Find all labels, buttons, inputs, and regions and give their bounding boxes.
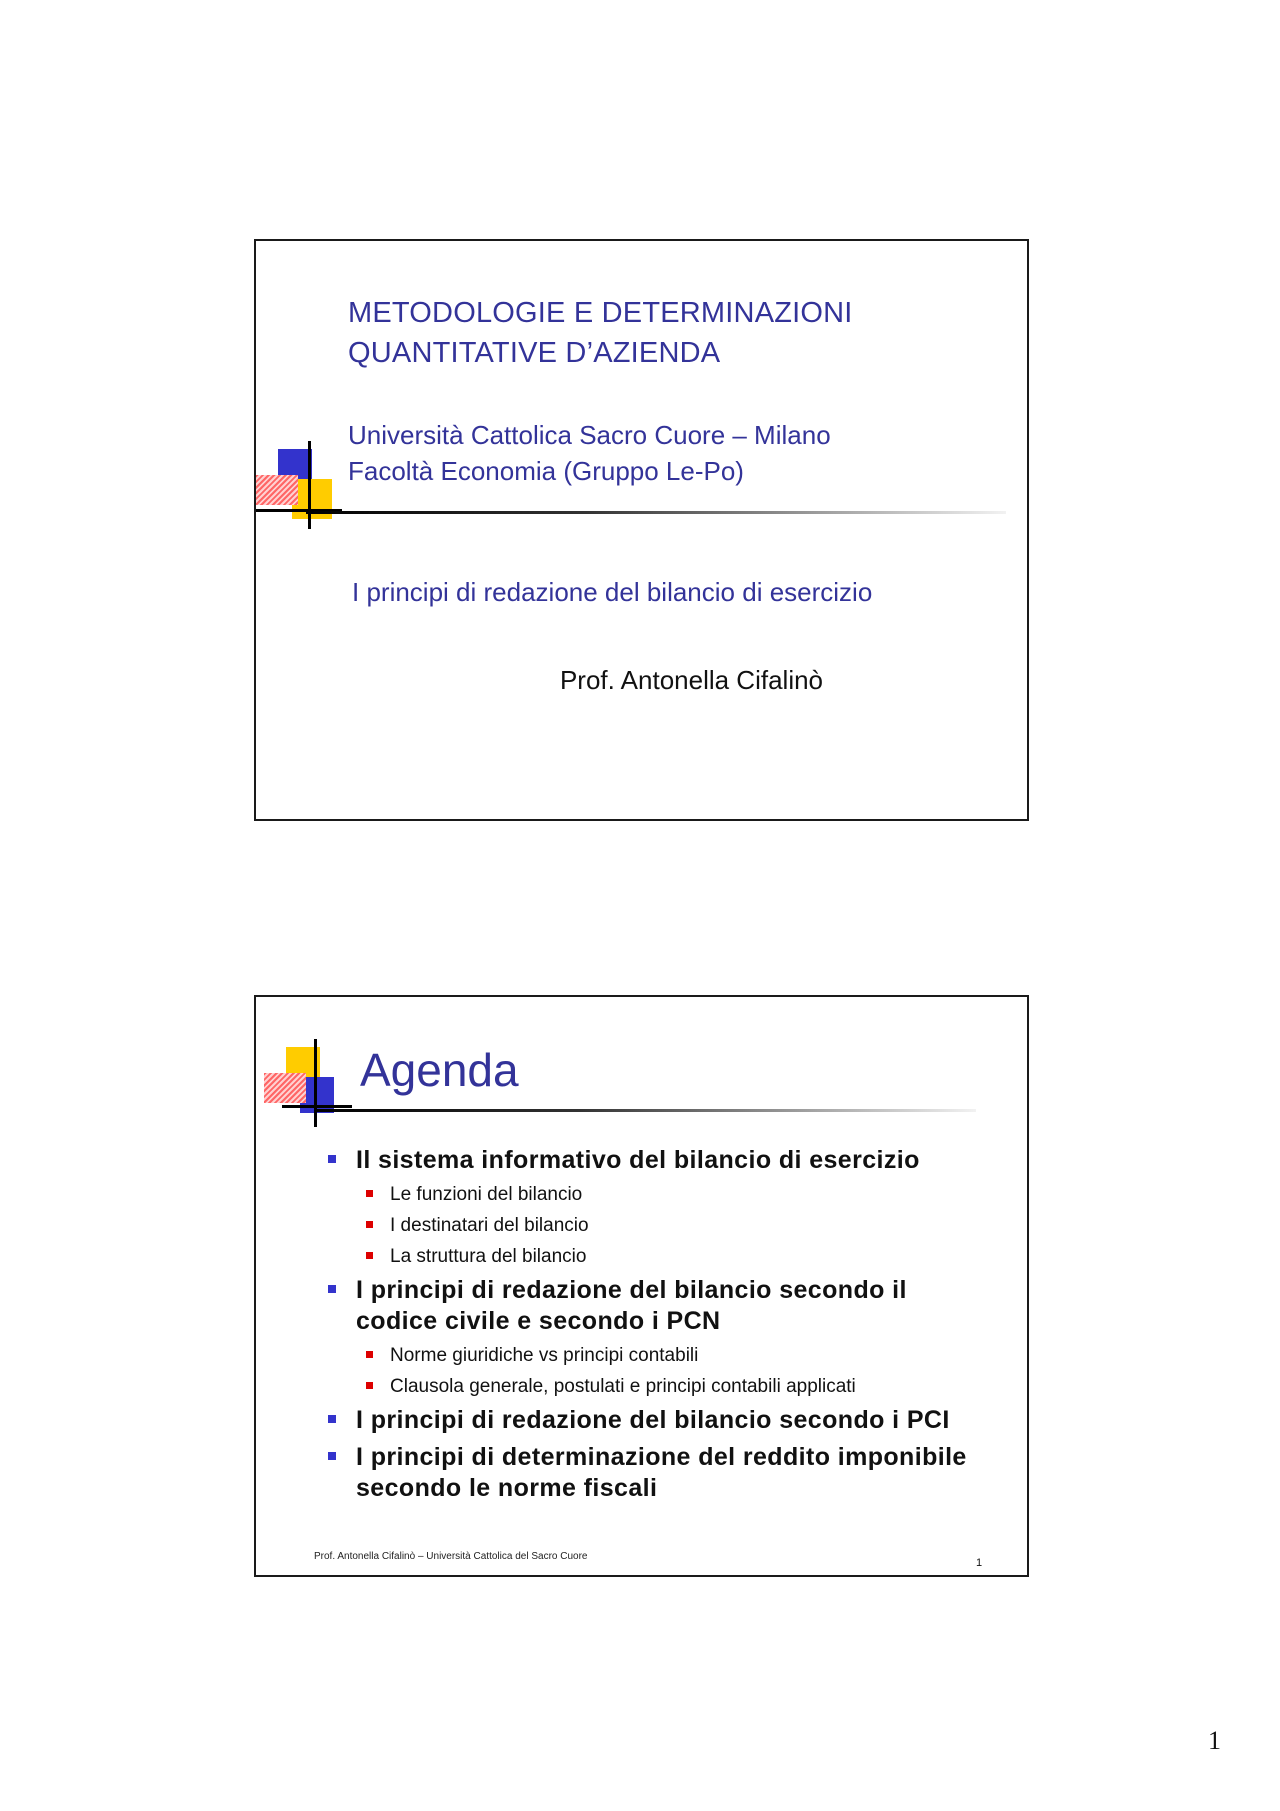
bullet-icon bbox=[328, 1285, 336, 1293]
page-number: 1 bbox=[1208, 1726, 1221, 1755]
agenda-item: I principi di redazione del bilancio secondo il codice civile e secondo i PCN bbox=[326, 1275, 986, 1337]
agenda-subitem: La struttura del bilancio bbox=[326, 1244, 986, 1269]
agenda-subitem: Norme giuridiche vs principi contabili bbox=[326, 1343, 986, 1368]
slide-number: 1 bbox=[976, 1557, 983, 1569]
agenda-divider bbox=[316, 1109, 976, 1112]
bullet-icon bbox=[328, 1452, 336, 1460]
bullet-icon bbox=[328, 1155, 336, 1163]
slide-logo-icon bbox=[256, 441, 346, 531]
bullet-icon bbox=[366, 1252, 373, 1259]
bullet-icon bbox=[366, 1221, 373, 1228]
course-title: METODOLOGIE E DETERMINAZIONI QUANTITATIVE D’AZIENDA bbox=[348, 297, 853, 369]
agenda-subitem: Le funzioni del bilancio bbox=[326, 1182, 986, 1207]
bullet-icon bbox=[366, 1190, 373, 1197]
bullet-icon bbox=[366, 1382, 373, 1389]
title-divider bbox=[306, 511, 1006, 514]
title-slide bbox=[254, 239, 1029, 821]
slide-footer: Prof. Antonella Cifalinò – Università Cattolica del Sacro Cuore bbox=[314, 1551, 588, 1562]
lecture-subtitle: I principi di redazione del bilancio di esercizio bbox=[352, 577, 873, 607]
agenda-item: Il sistema informativo del bilancio di esercizio bbox=[326, 1145, 986, 1176]
professor-name: Prof. Antonella Cifalinò bbox=[559, 665, 824, 695]
agenda-subitem: Clausola generale, postulati e principi contabili applicati bbox=[326, 1374, 986, 1399]
agenda-list bbox=[326, 1145, 986, 1510]
agenda-slide bbox=[254, 995, 1029, 1577]
bullet-icon bbox=[366, 1351, 373, 1358]
agenda-subitem: I destinatari del bilancio bbox=[326, 1213, 986, 1238]
agenda-item: I principi di determinazione del reddito imponibile secondo le norme fiscali bbox=[326, 1442, 986, 1504]
slide-logo-icon bbox=[264, 1039, 354, 1129]
agenda-heading: Agenda bbox=[360, 1044, 519, 1096]
university-info: Università Cattolica Sacro Cuore – Milano Facoltà Economia (Gruppo Le-Po) bbox=[348, 420, 831, 486]
bullet-icon bbox=[328, 1415, 336, 1423]
agenda-item: I principi di redazione del bilancio secondo i PCI bbox=[326, 1405, 986, 1436]
